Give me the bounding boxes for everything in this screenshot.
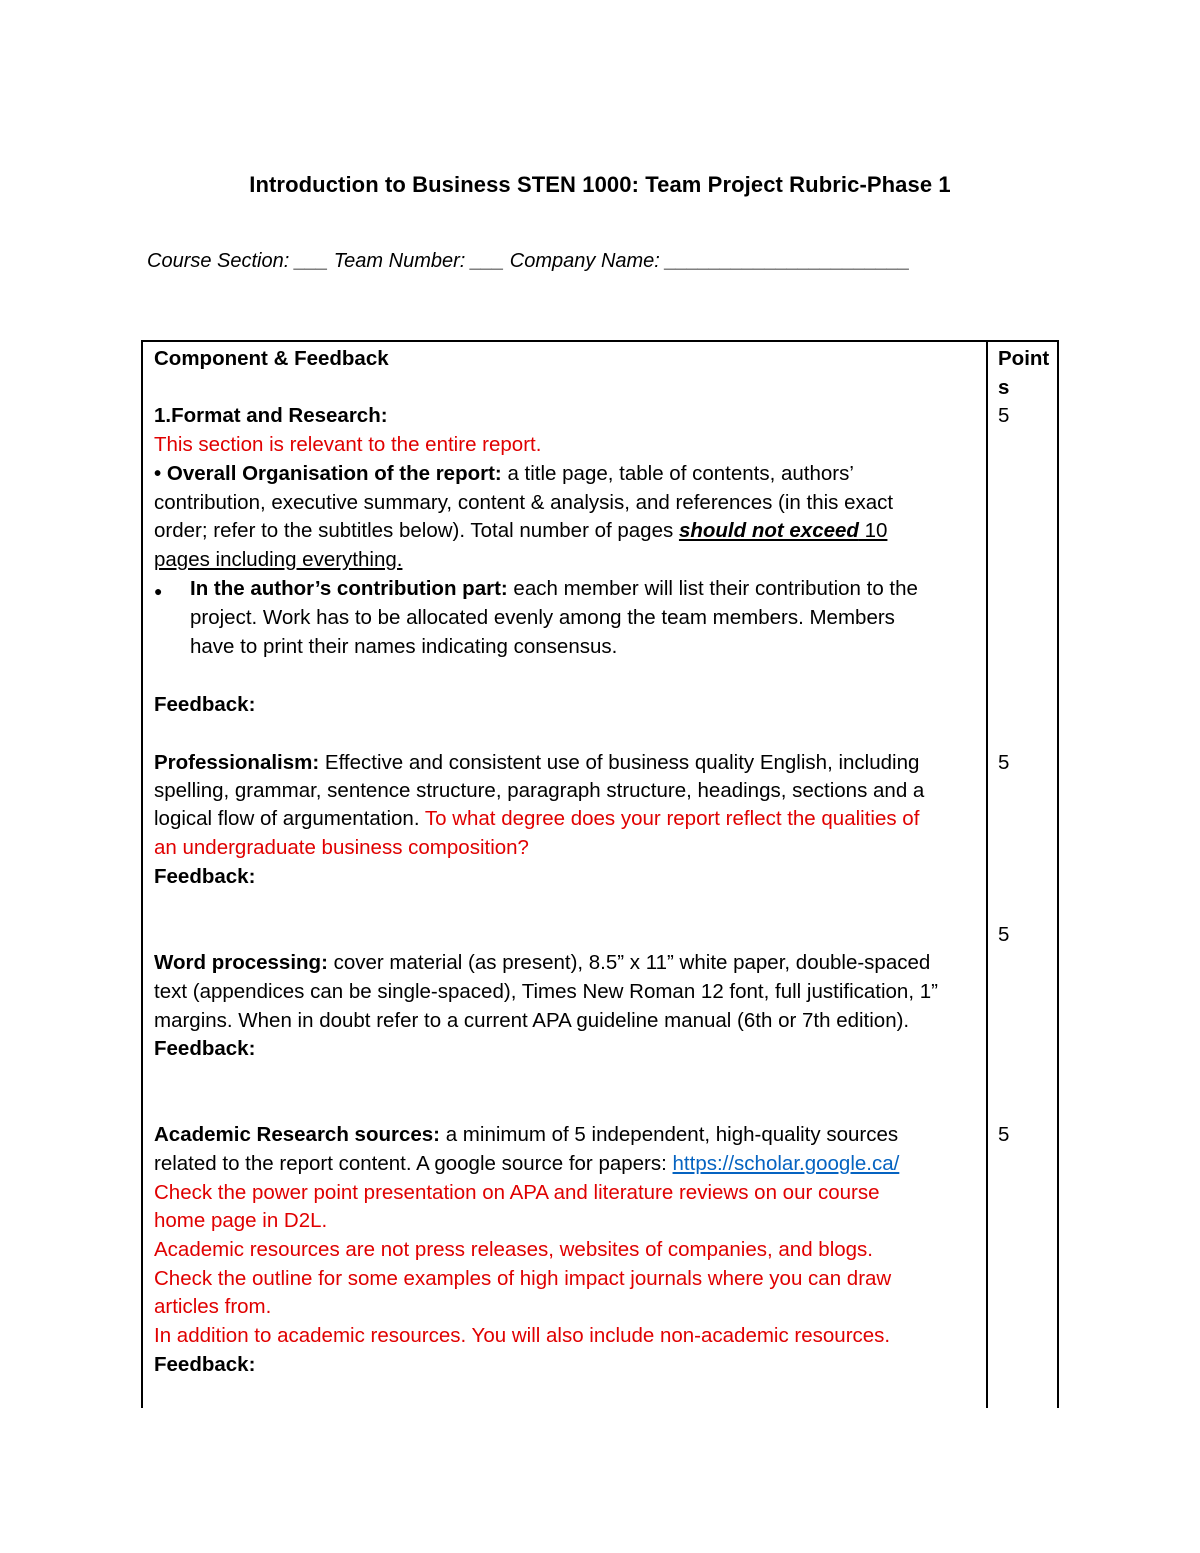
word-processing-points: 5 — [998, 923, 1010, 946]
scholar-link[interactable]: https://scholar.google.ca/ — [672, 1152, 900, 1175]
header-points: Point — [998, 347, 1050, 370]
bullet-icon: ● — [154, 583, 163, 599]
research-sources-line-2a: related to the report content. A google source for papers: — [154, 1152, 673, 1175]
organisation-line-4: pages including everything. — [154, 548, 403, 571]
organisation-line-3a: order; refer to the subtitles below). Total number of pages — [154, 519, 679, 542]
word-processing-line-1: cover material (as present), 8.5” x 11” white paper, double-spaced — [327, 951, 931, 974]
header-points-wrap: s — [998, 376, 1010, 399]
contribution-text — [190, 574, 918, 603]
contribution-line-3: have to print their names indicating consensus. — [190, 635, 618, 658]
course-info-line: Course Section: ___ Team Number: ___ Company Name: ______________________ — [147, 250, 911, 272]
organisation-line-2: contribution, executive summary, content & analysis, and references (in this exact — [154, 491, 894, 514]
professionalism-feedback: Feedback: — [154, 865, 256, 888]
professionalism-line-1: Effective and consistent use of business quality English, including — [319, 751, 920, 774]
research-note-4: Check the outline for some examples of high impact journals where you can draw — [154, 1267, 892, 1290]
page-limit-emphasis: should not exceed — [678, 519, 859, 542]
rubric-table — [141, 340, 1059, 1408]
word-processing-label: Word processing: — [154, 951, 328, 974]
section-format-heading: 1.Format and Research: — [154, 404, 388, 427]
section-format-feedback: Feedback: — [154, 693, 256, 716]
research-note-6: In addition to academic resources. You will also include non-academic resources. — [154, 1324, 891, 1347]
header-component-feedback: Component & Feedback — [154, 347, 389, 370]
word-processing-text — [154, 948, 930, 977]
research-note-2: home page in D2L. — [154, 1209, 328, 1232]
word-processing-line-2: text (appendices can be single-spaced), Times New Roman 12 font, full justification, 1” — [154, 980, 938, 1003]
professionalism-question: To what degree does your report reflect the qualities of — [424, 807, 920, 830]
professionalism-line-2: spelling, grammar, sentence structure, paragraph structure, headings, sections and a — [154, 779, 925, 802]
research-sources-label: Academic Research sources: — [154, 1123, 441, 1146]
professionalism-line-3a: logical flow of argumentation. — [154, 807, 425, 830]
page-limit-number: 10 — [858, 519, 888, 542]
research-sources-text — [154, 1120, 898, 1149]
organisation-line-1: a title page, table of contents, authors’ — [501, 462, 854, 485]
organisation-label: • Overall Organisation of the report: — [154, 462, 502, 485]
contribution-line-1: each member will list their contribution to the — [507, 577, 918, 600]
organisation-text — [154, 459, 854, 488]
organisation-line-3 — [154, 516, 887, 545]
section-format-note: This section is relevant to the entire report. — [154, 433, 542, 456]
professionalism-text — [154, 748, 919, 777]
contribution-label: In the author’s contribution part: — [190, 577, 508, 600]
research-note-3: Academic resources are not press releases, websites of companies, and blogs. — [154, 1238, 874, 1261]
research-note-1: Check the power point presentation on APA and literature reviews on our course — [154, 1181, 880, 1204]
column-divider — [986, 342, 988, 1408]
section-format-points: 5 — [998, 404, 1010, 427]
contribution-line-2: project. Work has to be allocated evenly among the team members. Members — [190, 606, 895, 629]
research-note-5: articles from. — [154, 1295, 272, 1318]
research-sources-line-2 — [154, 1149, 899, 1178]
page-title: Introduction to Business STEN 1000: Team Project Rubric-Phase 1 — [249, 172, 951, 197]
research-sources-points: 5 — [998, 1123, 1010, 1146]
word-processing-line-3: margins. When in doubt refer to a current APA guideline manual (6th or 7th edition). — [154, 1009, 910, 1032]
word-processing-feedback: Feedback: — [154, 1037, 256, 1060]
research-sources-line-1: a minimum of 5 independent, high-quality sources — [440, 1123, 899, 1146]
professionalism-line-4: an undergraduate business composition? — [154, 836, 529, 859]
professionalism-points: 5 — [998, 751, 1010, 774]
professionalism-label: Professionalism: — [154, 751, 320, 774]
professionalism-line-3 — [154, 804, 919, 833]
research-sources-feedback: Feedback: — [154, 1353, 256, 1376]
